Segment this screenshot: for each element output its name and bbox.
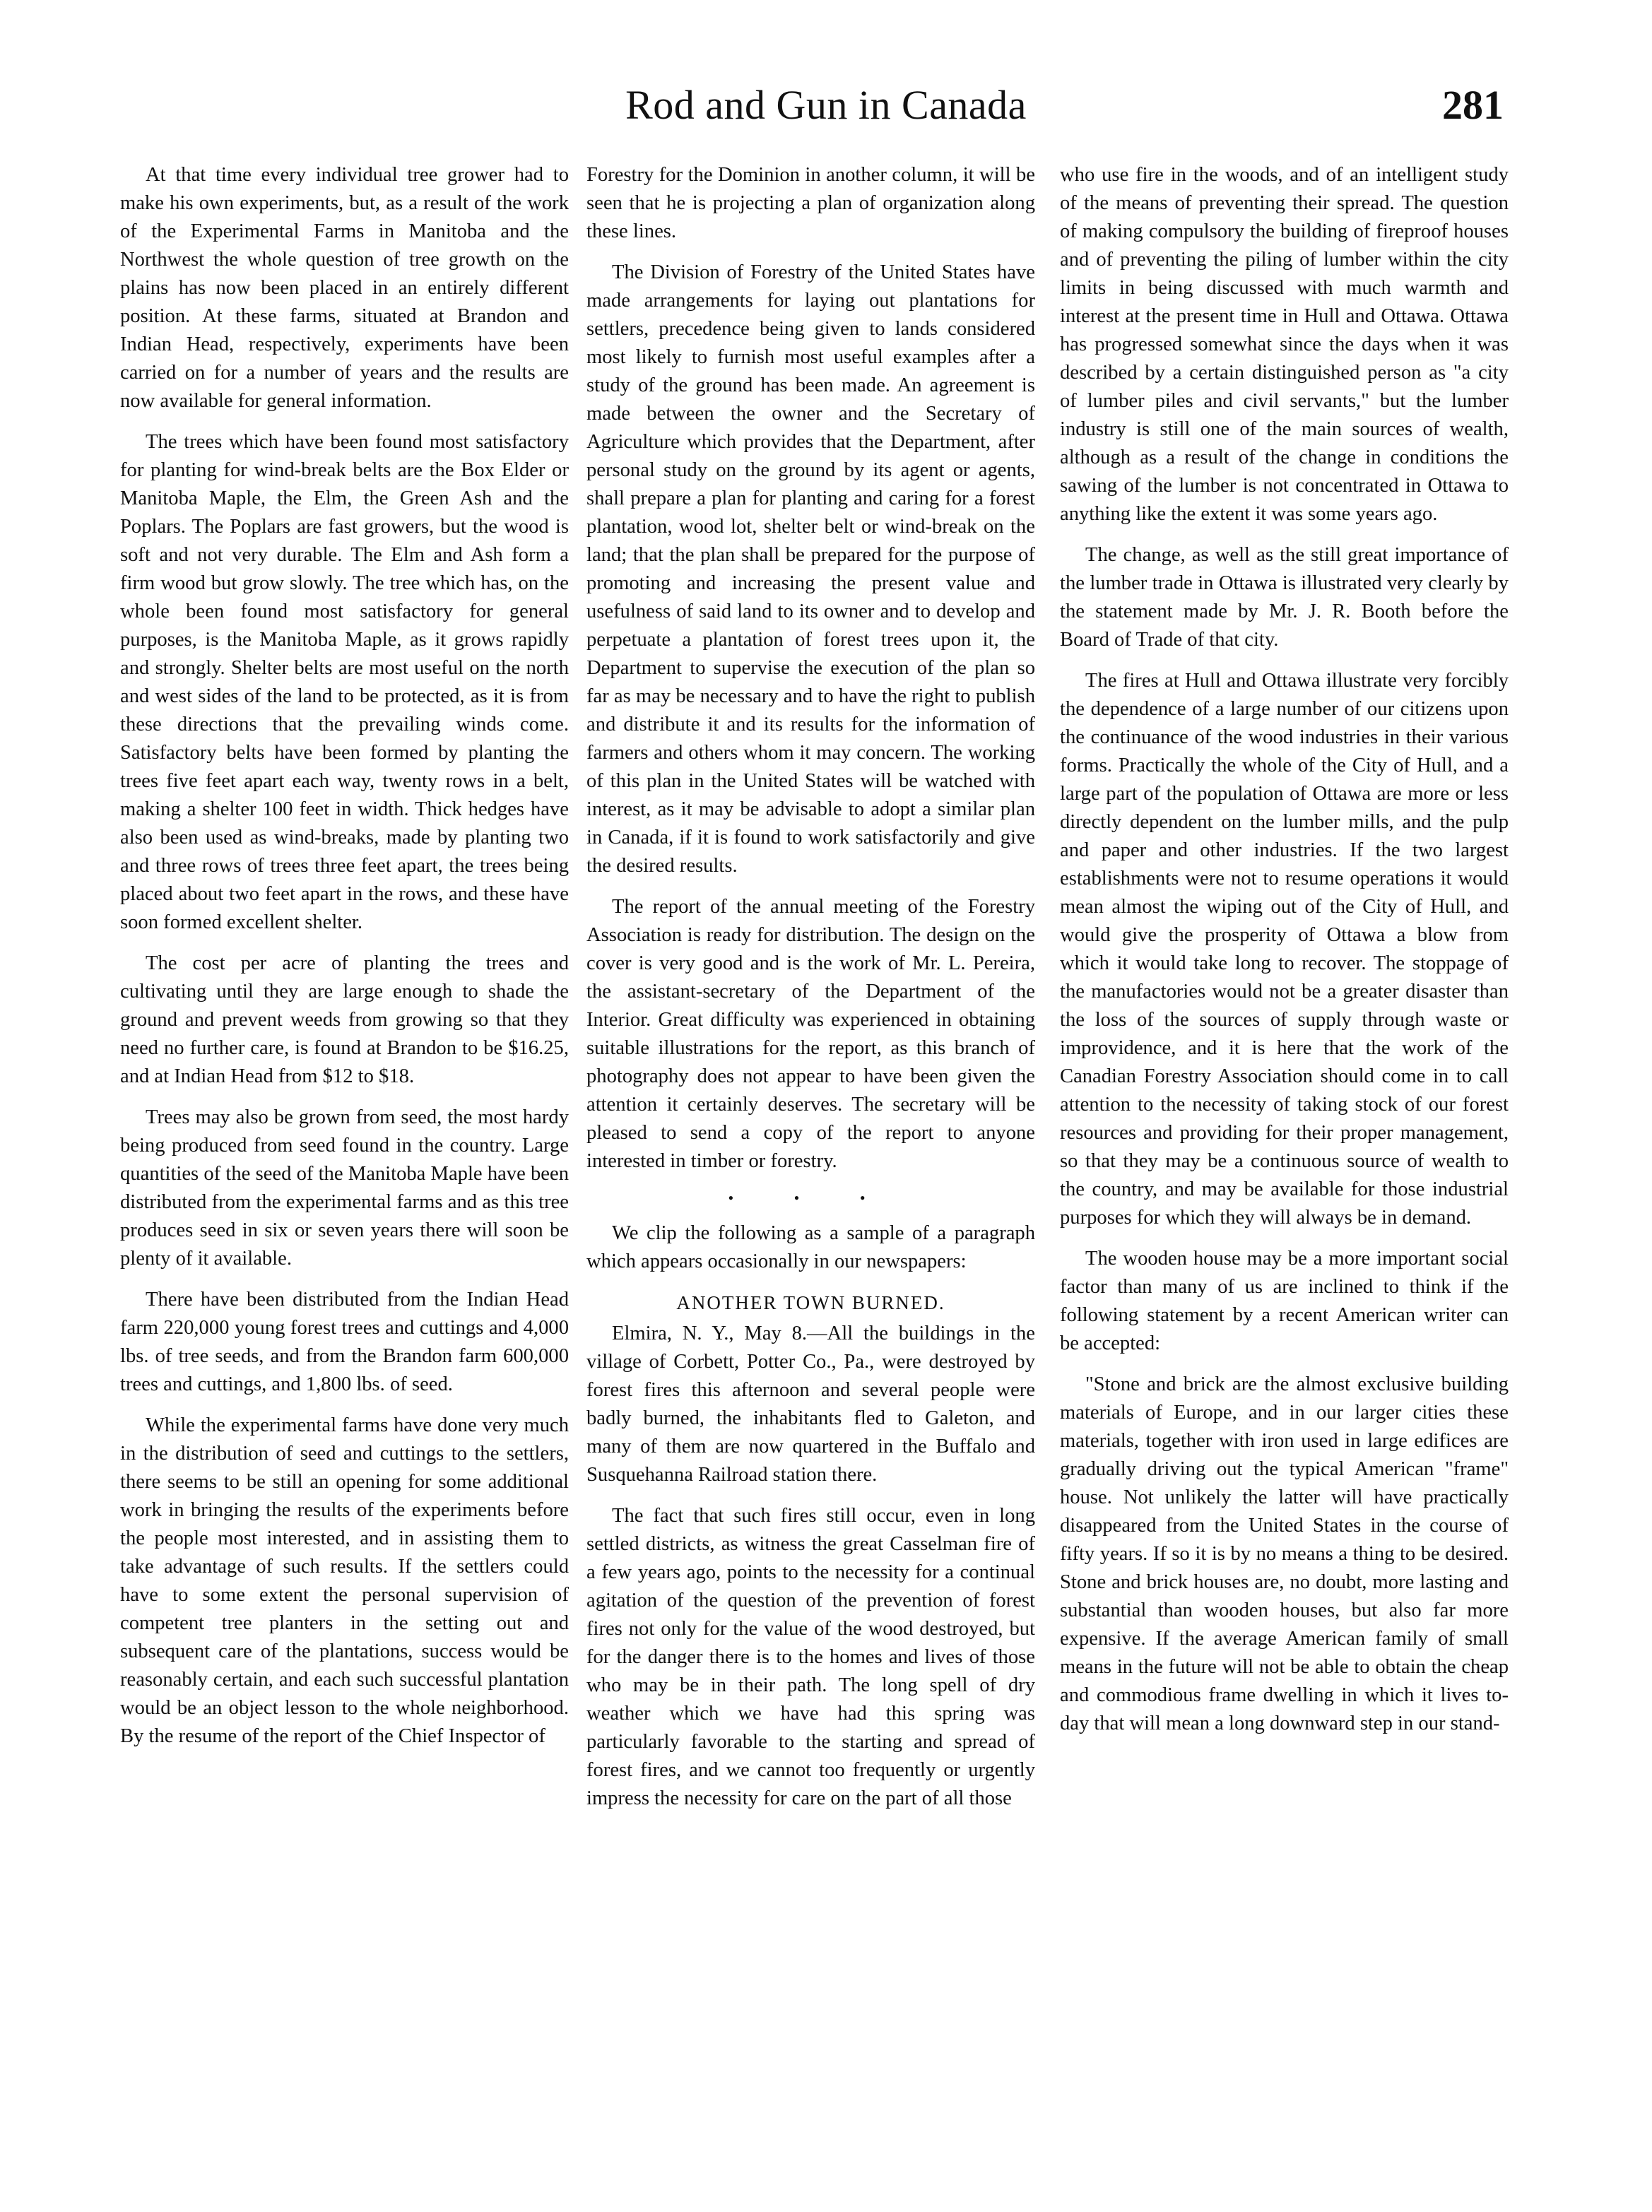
- paragraph: The cost per acre of planting the trees and cultivating until they are large enough to shade the ground and prevent weeds from growing so that they need no further care, is found at Brandon to be $16.25, and at Indian Head from $12 to $18.: [120, 952, 569, 1087]
- page-header: [0, 67, 1652, 145]
- paragraph: The fires at Hull and Ottawa illustrate very forcibly the dependence of a large number of our citizens upon the continuance of the wood industries in their various forms. Practically the whole of the City of Hull, and a large part of the population of Ottawa are more or less directly dependent on the lumber mills, and the pulp and paper and other industries. If the two largest establishments were not to resume operations it would mean almost the wiping out of the City of Hull, and would give the prosperity of Ottawa a blow from which it would take long to recover. The stoppage of the manufactories would not be a greater disaster than the loss of the sources of supply through waste or improvidence, and it is here that the work of the Canadian Forestry Association should come in to call attention to the necessity of taking stock of our forest resources and providing for their proper management, so that they may be a continuous source of wealth to the country, and may be available for those industrial purposes for which they will always be in demand.: [1060, 670, 1509, 1229]
- text-column-right: [1060, 161, 1509, 1751]
- paragraph: Trees may also be grown from seed, the most hardy being produced from seed found in the country. Large quantities of the seed of the Manitoba Maple have been distributed from the experimental farms and as this tree produces seed in six or seven years there will soon be plenty of it available.: [120, 1106, 569, 1270]
- quotation: "Stone and brick are the almost exclusive building materials of Europe, and in our larger cities these materials, together with iron used in large edifices are gradually driving out the typical American "frame" house. Not unlikely the latter will have practically disappeared from the United States in the course of fifty years. If so it is by no means a thing to be desired. Stone and brick houses are, no doubt, more lasting and substantial than wooden houses, but also far more expensive. If the average American family of small means in the future will not be able to obtain the cheap and commodious frame dwelling in which it lives to-day that will mean a long downward step in our stand-: [1060, 1373, 1509, 1734]
- news-headline: ANOTHER TOWN BURNED.: [676, 1292, 945, 1313]
- page-number: 281: [1442, 82, 1504, 128]
- paragraph: At that time every individual tree grower had to make his own experiments, but, as a result of the work of the Experimental Farms in Manitoba and the Northwest the whole question of tree growth on the plains has now been placed in an entirely different position. At these farms, situated at Brandon and Indian Head, respectively, experiments have been carried on for a number of years and the results are now available for general information.: [120, 164, 569, 412]
- text-column-middle: [586, 161, 1035, 1826]
- paragraph: The fact that such fires still occur, even in long settled districts, as witness the great Casselman fire of a few years ago, points to the necessity for a continual agitation of the question of the prevention of forest fires not only for the value of the wood destroyed, but for the danger there is to the homes and lives of those who may be in their path. The long spell of dry weather which we have had this spring was particularly favorable to the starting and spread of forest fires, and we cannot too frequently or urgently impress the necessity for care on the part of all those: [586, 1505, 1035, 1809]
- paragraph: who use fire in the woods, and of an intelligent study of the means of preventing their spread. The question of making compulsory the building of fireproof houses and of preventing the piling of lumber within the city limits in being discussed with much warmth and interest at the present time in Hull and Ottawa. Ottawa has progressed somewhat since the days when it was described by a certain distinguished person as "a city of lumber piles and civil servants," but the lumber industry is still one of the main sources of wealth, although as a result of the change in conditions the sawing of the lumber is not concentrated in Ottawa to anything like the extent it was some years ago.: [1060, 164, 1509, 525]
- paragraph: The wooden house may be a more important social factor than many of us are inclined to think if the following statement by a recent American writer can be accepted:: [1060, 1248, 1509, 1354]
- running-title: Rod and Gun in Canada: [625, 82, 1027, 128]
- paragraph: Forestry for the Dominion in another column, it will be seen that he is projecting a plan of organization along these lines.: [586, 164, 1035, 242]
- paragraph: The trees which have been found most satisfactory for planting for wind-break belts are the Box Elder or Manitoba Maple, the Elm, the Green Ash and the Poplars. The Poplars are fast growers, but the wood is soft and not very durable. The Elm and Ash form a firm wood but grow slowly. The tree which has, on the whole been found most satisfactory for general purposes, is the Manitoba Maple, as it grows rapidly and strongly. Shelter belts are most useful on the north and west sides of the land to be protected, as it is from these directions that the prevailing winds come. Satisfactory belts have been formed by planting the trees five feet apart each way, twenty rows in a belt, making a shelter 100 feet in width. Thick hedges have also been used as wind-breaks, made by planting two and three rows of trees three feet apart, the trees being placed about two feet apart in the rows, and these have soon formed excellent shelter.: [120, 431, 569, 933]
- paragraph: We clip the following as a sample of a paragraph which appears occasionally in our newspapers:: [586, 1222, 1035, 1272]
- section-separator: • • •: [728, 1189, 894, 1207]
- paragraph: The Division of Forestry of the United States have made arrangements for laying out plantations for settlers, precedence being given to lands considered most likely to furnish most useful examples after a study of the ground has been made. An agreement is made between the owner and the Secretary of Agriculture which provides that the Department, after personal study on the ground by its agent or agents, shall prepare a plan for planting and caring for a forest plantation, wood lot, shelter belt or wind-break on the land; that the plan shall be prepared for the purpose of promoting and increasing the present value and usefulness of said land to its owner and to develop and perpetuate a plantation of forest trees upon it, the Department to supervise the execution of the plan so far as may be necessary and to have the right to publish and distribute it and its results for the information of farmers and others whom it may concern. The working of this plan in the United States will be watched with interest, as it may be advisable to adopt a similar plan in Canada, if it is found to work satisfactorily and give the desired results.: [586, 261, 1035, 877]
- text-column-left: [120, 161, 569, 1763]
- paragraph: The report of the annual meeting of the Forestry Association is ready for distribution. The design on the cover is very good and is the work of Mr. L. Pereira, the assistant-secretary of the Department of the Interior. Great difficulty was experienced in obtaining suitable illustrations for the report, as this branch of photography does not appear to have been given the attention it certainly deserves. The secretary will be pleased to send a copy of the report to anyone interested in timber or forestry.: [586, 896, 1035, 1172]
- paragraph: While the experimental farms have done very much in the distribution of seed and cuttings to the settlers, there seems to be still an opening for some additional work in bringing the results of the experiments before the people most interested, and in assisting them to take advantage of such results. If the settlers could have to some extent the personal supervision of competent tree planters in the setting out and subsequent care of the plantations, success would be reasonably certain, and each such successful plantation would be an object lesson to the whole neighborhood. By the resume of the report of the Chief Inspector of: [120, 1414, 569, 1747]
- paragraph: The change, as well as the still great importance of the lumber trade in Ottawa is illustrated very clearly by the statement made by Mr. J. R. Booth before the Board of Trade of that city.: [1060, 544, 1509, 651]
- paragraph: There have been distributed from the Indian Head farm 220,000 young forest trees and cuttings and 4,000 lbs. of tree seeds, and from the Brandon farm 600,000 trees and cuttings, and 1,800 lbs. of seed.: [120, 1289, 569, 1395]
- paragraph: Elmira, N. Y., May 8.—All the buildings in the village of Corbett, Potter Co., Pa., were destroyed by forest fires this afternoon and several people were badly burned, the inhabitants fled to Galeton, and many of them are now quartered in the Buffalo and Susquehanna Railroad station there.: [586, 1323, 1035, 1486]
